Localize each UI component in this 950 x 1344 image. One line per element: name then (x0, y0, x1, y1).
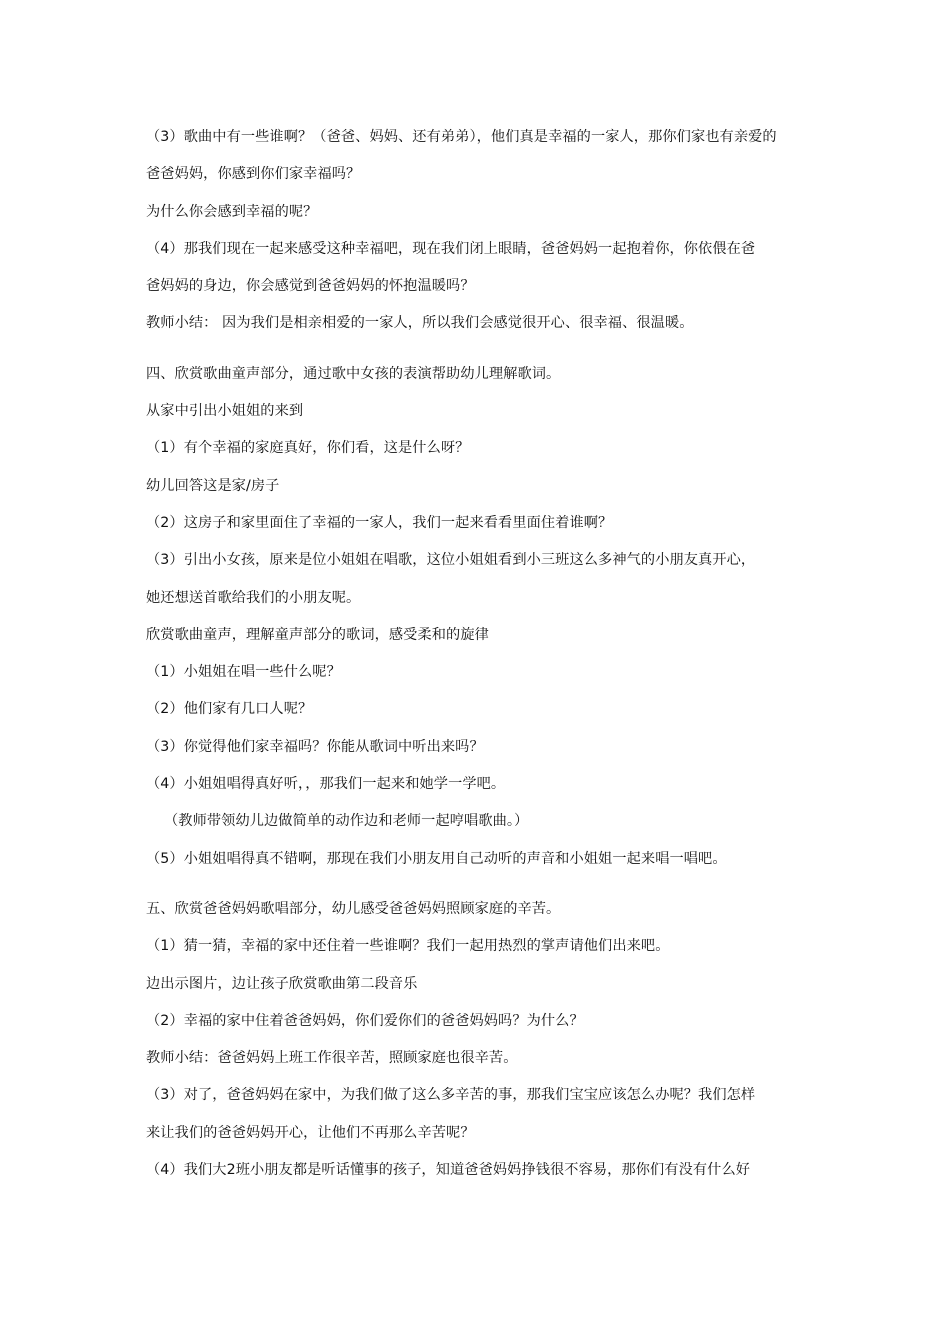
teacher-summary: 教师小结： 因为我们是相亲相爱的一家人，所以我们会感觉很开心、很幸福、很温暖。 (146, 315, 694, 332)
section-gap (146, 348, 816, 361)
paragraph-line: （2）这房子和家里面住了幸福的一家人，我们一起来看看里面住着谁啊？ (146, 514, 613, 531)
paragraph-line: 欣赏歌曲童声，理解童声部分的歌词，感受柔和的旋律 (146, 626, 489, 643)
paragraph-line: （2）他们家有几口人呢？ (146, 701, 313, 718)
teacher-summary: 教师小结：爸爸妈妈上班工作很辛苦，照顾家庭也很辛苦。 (146, 1050, 518, 1067)
paragraph-line: 幼儿回答这是家/房子 (146, 477, 280, 494)
paragraph-line: （1）小姐姐在唱一些什么呢？ (146, 664, 341, 681)
paragraph-line: （3）歌曲中有一些谁啊？（爸爸、妈妈、还有弟弟），他们真是幸福的一家人，那你们家也有亲爱的 (146, 129, 777, 145)
paragraph-line: 为什么你会感到幸福的呢？ (146, 203, 318, 220)
section-heading: 四、欣赏歌曲童声部分，通过歌中女孩的表演帮助幼儿理解歌词。 (146, 365, 561, 382)
section-gap (146, 883, 816, 896)
paragraph-line: （3）对了，爸爸妈妈在家中，为我们做了这么多辛苦的事，那我们宝宝应该怎么办呢？我们怎样 (146, 1087, 756, 1104)
paragraph-line: （2）幸福的家中住着爸爸妈妈，你们爱你们的爸爸妈妈吗？为什么？ (146, 1012, 584, 1029)
paragraph-line: 爸妈妈的身边，你会感觉到爸爸妈妈的怀抱温暖吗？ (146, 278, 475, 295)
paragraph-line: （1）猜一猜，幸福的家中还住着一些谁啊？我们一起用热烈的掌声请他们出来吧。 (146, 938, 670, 955)
paragraph-line: 爸爸妈妈，你感到你们家幸福吗？ (146, 166, 361, 183)
paragraph-line: （4）那我们现在一起来感受这种幸福吧，现在我们闭上眼睛，爸爸妈妈一起抱着你，你依偎在爸 (146, 240, 756, 257)
paragraph-line: （3）引出小女孩，原来是位小姐姐在唱歌，这位小姐姐看到小三班这么多神气的小朋友真开心， (146, 552, 756, 569)
paragraph-line: （5）小姐姐唱得真不错啊，那现在我们小朋友用自己动听的声音和小姐姐一起来唱一唱吧。 (146, 850, 727, 867)
paragraph-line: （4）小姐姐唱得真好听，，那我们一起来和她学一学吧。 (146, 776, 506, 793)
paragraph-line: 她还想送首歌给我们的小朋友呢。 (146, 589, 361, 606)
paragraph-line: （4）我们大2班小朋友都是听话懂事的孩子，知道爸爸妈妈挣钱很不容易，那你们有没有什么好 (146, 1162, 751, 1179)
paragraph-line: （1）有个幸福的家庭真好，你们看，这是什么呀？ (146, 440, 470, 457)
paragraph-line: （3）你觉得他们家幸福吗？你能从歌词中听出来吗？ (146, 738, 484, 755)
paragraph-line: 边出示图片，边让孩子欣赏歌曲第二段音乐 (146, 975, 418, 992)
paragraph-line: 从家中引出小姐姐的来到 (146, 403, 304, 420)
document-body (146, 124, 816, 1194)
section-heading: 五、欣赏爸爸妈妈歌唱部分，幼儿感受爸爸妈妈照顾家庭的辛苦。 (146, 900, 561, 917)
paragraph-line: （教师带领幼儿边做简单的动作边和老师一起哼唱歌曲。） (164, 813, 529, 830)
paragraph-line: 来让我们的爸爸妈妈开心，让他们不再那么辛苦呢？ (146, 1124, 475, 1141)
